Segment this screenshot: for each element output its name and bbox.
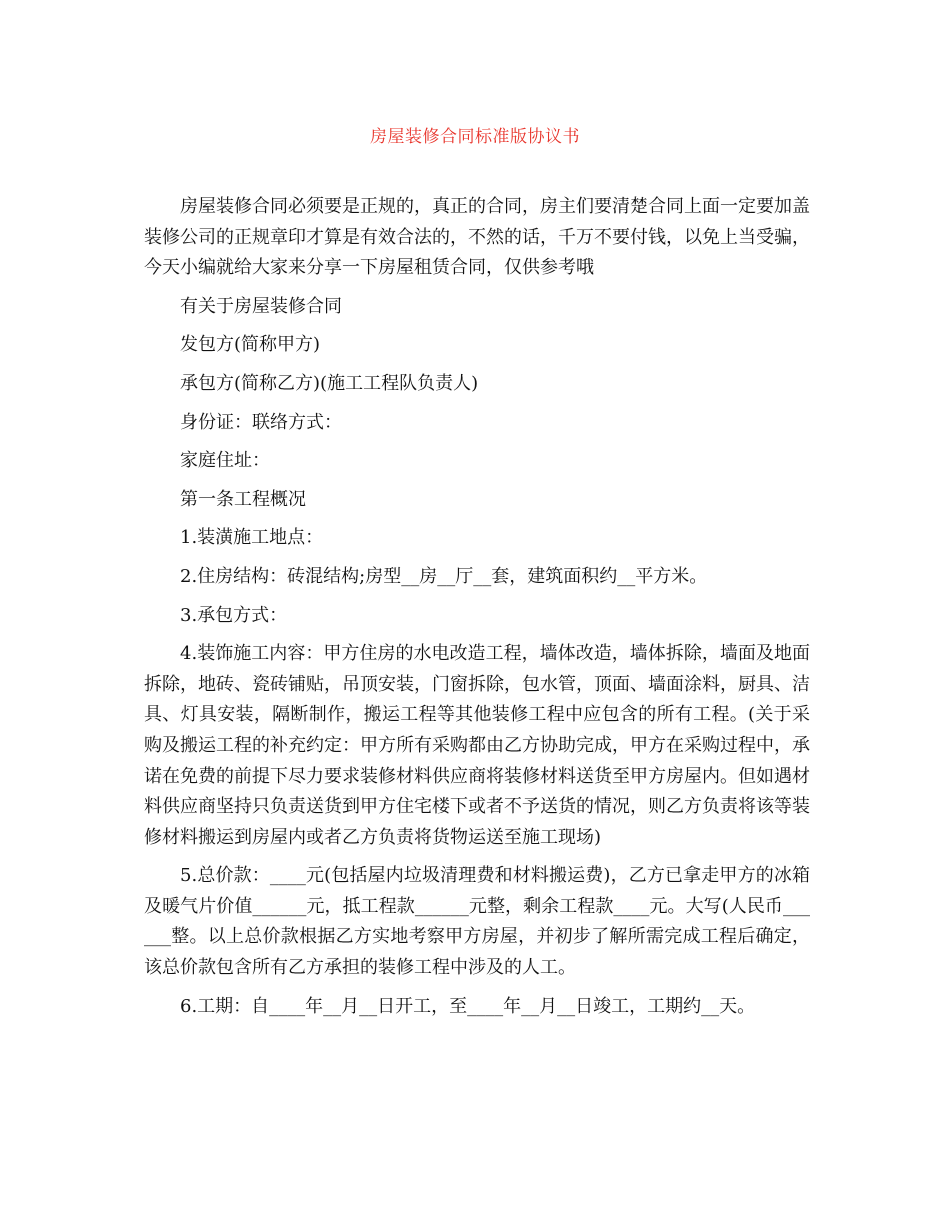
paragraph-clause-3: 3.承包方式：	[180, 604, 288, 626]
paragraph-heading: 有关于房屋装修合同	[180, 295, 342, 317]
paragraph-id-contact: 身份证：联络方式：	[180, 411, 342, 433]
paragraph-clause-1: 1.装潢施工地点：	[180, 527, 324, 549]
paragraph-article-1: 第一条工程概况	[180, 488, 306, 510]
paragraph-clause-6: 6.工期：自____年__月__日开工，至____年__月__日竣工，工期约__天。	[180, 995, 756, 1017]
paragraph-address: 家庭住址：	[180, 450, 270, 472]
paragraph-clause-4: 4.装饰施工内容：甲方住房的水电改造工程，墙体改造，墙体拆除，墙面及地面拆除，地砖、瓷砖铺贴，吊顶安装，门窗拆除，包水管，顶面、墙面涂料，厨具、洁具、灯具安装，隔断制作，搬运工程等其他装修工程中应包含的所有工程。(关于采购及搬运工程的补充约定：甲方所有采购都由乙方协助完成，甲方在采购过程中，承诺在免费的前提下尽力要求装修材料供应商将装修材料送货至甲方房屋内。但如遇材料供应商坚持只负责送货到甲方住宅楼下或者不予送货的情况，则乙方负责将该等装修材料搬运到房屋内或者乙方负责将货物运送至施工现场)	[144, 643, 810, 848]
paragraph-intro: 房屋装修合同必须要是正规的，真正的合同，房主们要清楚合同上面一定要加盖装修公司的正规章印才算是有效合法的，不然的话，千万不要付钱，以免上当受骗，今天小编就给大家来分享一下房屋租赁合同，仅供参考哦	[144, 196, 810, 279]
paragraph-clause-2: 2.住房结构：砖混结构;房型__房__厅__套，建筑面积约__平方米。	[180, 565, 708, 587]
paragraph-party-a: 发包方(简称甲方)	[180, 334, 321, 356]
document-title: 房屋装修合同标准版协议书	[370, 127, 580, 147]
paragraph-party-b: 承包方(简称乙方)(施工工程队负责人)	[180, 372, 479, 394]
document-body	[144, 192, 810, 1022]
paragraph-clause-5: 5.总价款：____元(包括屋内垃圾清理费和材料搬运费)，乙方已拿走甲方的冰箱及暖气片价值______元，抵工程款______元整，剩余工程款____元。大写(人民币______整。以上总价款根据乙方实地考察甲方房屋，并初步了解所需完成工程后确定，该总价款包含所有乙方承担的装修工程中涉及的人工。	[144, 865, 810, 979]
